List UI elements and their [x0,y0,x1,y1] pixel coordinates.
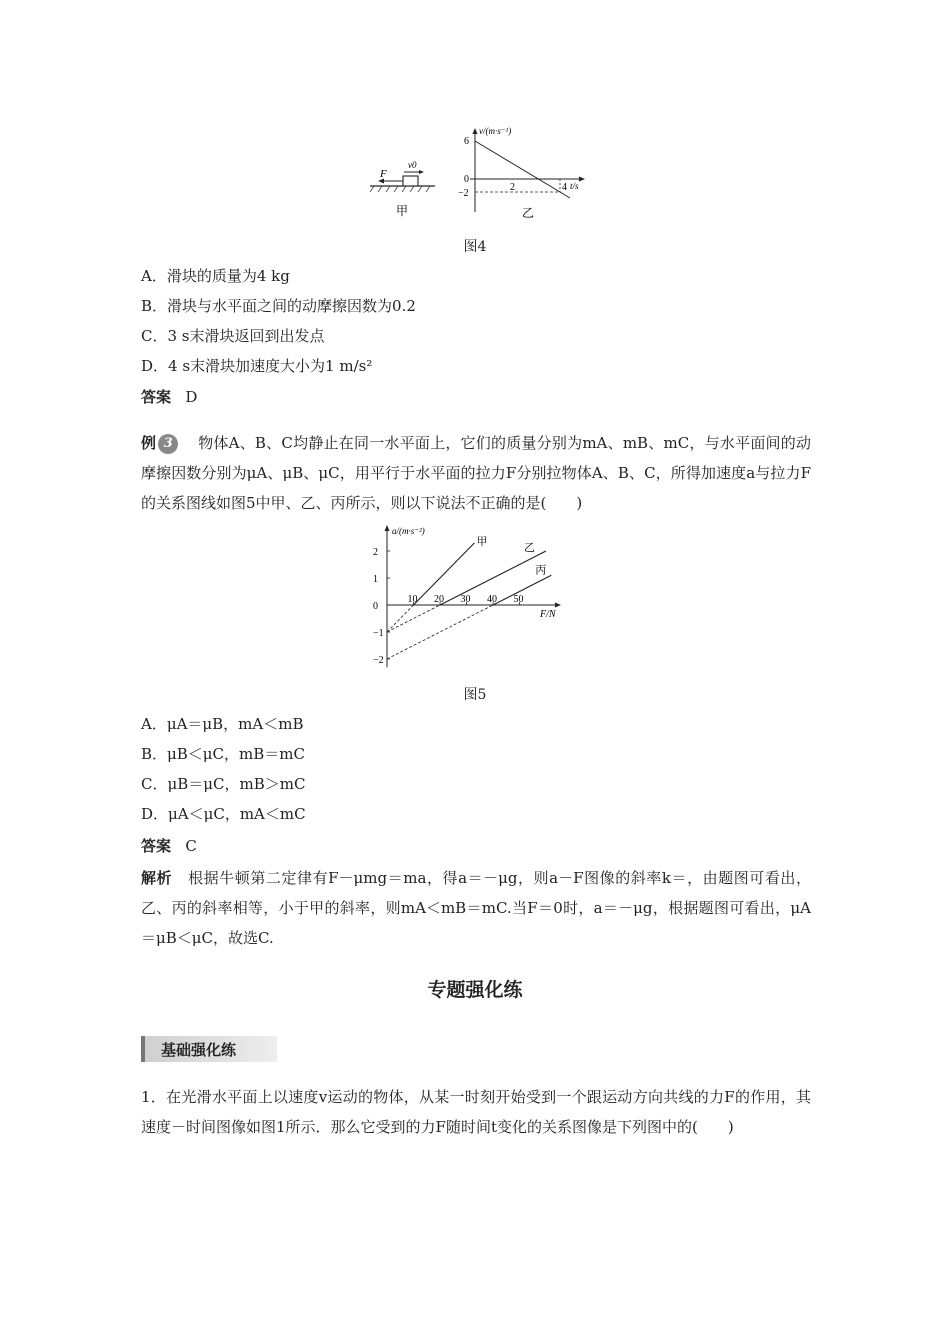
figure-4 [360,120,600,225]
answer-label: 答案 [141,837,172,855]
v0-label: v0 [408,160,417,170]
fig4-right-label: 乙 [522,206,535,220]
answer-1 [141,386,197,408]
block-diagram [370,160,435,218]
option2-d: D．μA＜μC，mA＜mC [141,805,306,823]
vt-tick-0: 0 [464,174,469,185]
fig4-left-label: 甲 [396,204,409,218]
series-extension-1 [387,605,414,632]
section-tag-label: 基础强化练 [161,1041,237,1059]
problem-1: 1．在光滑水平面上以速度v运动的物体，从某一时刻开始受到一个跟运动方向共线的力F的作用，其速度－时间图像如图1所示．那么它受到的力F随时间t变化的关系图像是下列图中的( ) [141,1088,811,1136]
series-extension-2 [387,605,440,632]
vt-graph [458,126,585,220]
answer-value: D [185,388,198,406]
x-tick-label: 10 [407,594,418,605]
x-axis-label: F/N [540,609,556,620]
option-c: C．3 s末滑块返回到出发点 [141,327,325,345]
force-label: F [380,168,387,180]
x-tick-label: 30 [460,594,471,605]
y-tick-label: 2 [373,547,378,558]
x-tick-label: 50 [513,594,524,605]
vt-tick-4: 4 [562,182,567,193]
y-tick-label: −1 [373,628,384,639]
x-tick-label: 20 [434,594,444,605]
section-tag [141,1036,277,1062]
series-extension-3 [387,605,493,659]
y-tick-label: 0 [373,601,378,612]
x-tick-label: 40 [487,594,497,605]
analysis [141,863,811,953]
option2-c: C．μB＝μC，mB＞mC [141,775,306,793]
y-axis-label: a/(m·s⁻²) [392,526,425,536]
vt-tick-6: 6 [464,136,469,147]
series-label-3: 丙 [535,564,547,577]
example-number-badge: 3 [158,434,178,454]
figure-5-caption: 图5 [463,687,487,703]
y-tick-label: −2 [373,655,384,666]
series-label-2: 乙 [524,542,535,554]
example-text: 物体A、B、C均静止在同一水平面上，它们的质量分别为mA、mB、mC，与水平面间的动摩擦因数分别为μA、μB、μC，用平行于水平面的拉力F分别拉物体A、B、C，所得加速度a与拉力F的关系图线如图5中甲、乙、丙所示，则以下说法不正确的是( ) [141,434,811,512]
answer-value: C [185,837,197,855]
y-tick-label: 1 [373,574,378,585]
vt-tick-neg2: −2 [458,188,469,199]
example-label: 例 [141,434,157,452]
vt-x-label: t/s [570,181,579,191]
figure-5-chart [365,520,595,670]
answer-label: 答案 [141,388,172,406]
analysis-text: 根据牛顿第二定律有F－μmg＝ma，得a＝－μg，则a－F图像的斜率k＝，由题图可看出，乙、丙的斜率相等，小于甲的斜率，则mA＜mB＝mC.当F＝0时，a＝－μg，根据题图可看出，μA＝μB＜μC，故选C. [141,869,811,947]
option2-b: B．μB＜μC，mB＝mC [141,745,305,763]
option-b: B．滑块与水平面之间的动摩擦因数为0.2 [141,297,416,315]
y-axis-arrow [385,525,390,531]
answer-2 [141,835,197,857]
x-axis-arrow [555,603,561,608]
option-a: A．滑块的质量为4 kg [141,267,290,285]
figure-4-caption: 图4 [463,239,487,255]
option-d: D．4 s末滑块加速度大小为1 m/s² [141,357,373,375]
vt-y-label: v/(m·s⁻¹) [479,126,512,136]
series-label-1: 甲 [476,535,488,548]
vt-tick-2: 2 [510,182,515,193]
analysis-label: 解析 [141,869,173,887]
option2-a: A．μA＝μB，mA＜mB [141,715,304,733]
section-title: 专题强化练 [427,979,523,1001]
example-3 [141,428,811,518]
